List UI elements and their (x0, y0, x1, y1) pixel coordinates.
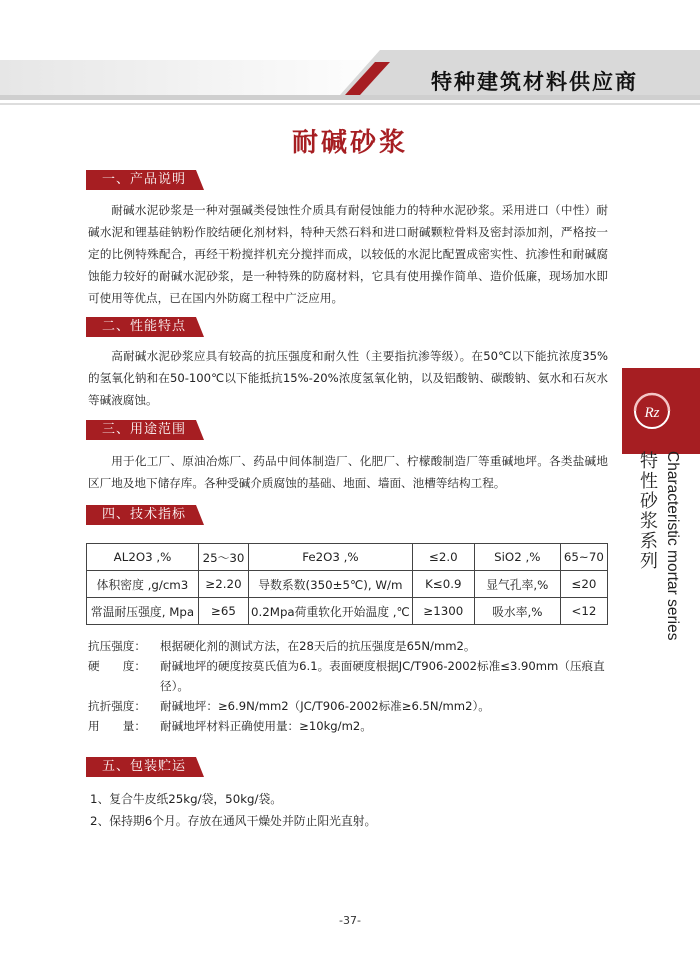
table-row (87, 598, 608, 625)
page-number: -37- (339, 914, 361, 927)
table-cell: 常温耐压强度, Mpa (87, 598, 199, 625)
paragraph: 用于化工厂、原油冶炼厂、药品中间体制造厂、化肥厂、柠檬酸制造厂等重碱地坪。各类盐碱地区厂地及地下储存库。各种受碱介质腐蚀的基础、地面、墙面、池槽等结构工程。 (88, 454, 608, 490)
section-heading-1 (86, 170, 206, 190)
paragraph: 高耐碱水泥砂浆应具有较高的抗压强度和耐久性（主要指抗渗等级）。在50℃以下能抗浓度35%的氢氧化钠和在50-100℃以下能抵抗15%-20%浓度氢氧化钠，以及铝酸钠、碳酸钠、氨水和石灰水等碱液腐蚀。 (88, 349, 608, 407)
note-text: 耐碱地坪材料正确使用量：≥10kg/m2。 (160, 719, 372, 733)
table-row (87, 571, 608, 598)
note-label: 硬 度： (88, 659, 146, 673)
logo-letters: Rz (644, 405, 660, 421)
list-item: 1、复合牛皮纸25kg/袋，50kg/袋。 (90, 792, 283, 806)
page-title: 耐碱砂浆 (291, 128, 408, 158)
section-heading-label: 三、用途范围 (101, 422, 186, 437)
note-dosage (88, 716, 613, 736)
table-cell: ≤2.0 (412, 544, 474, 571)
table-cell: 导数系数(350±5℃), W/m (249, 571, 413, 598)
sidebar-series-en (664, 451, 684, 666)
section-heading-label: 一、产品说明 (101, 172, 186, 187)
logo-icon (622, 368, 700, 454)
note-text: 根据硬化剂的测试方法，在28天后的抗压强度是65N/mm2。 (160, 639, 476, 653)
sidebar-series-zh: 特性砂浆系列 (640, 451, 658, 572)
section-heading-4 (86, 505, 206, 525)
header-band (0, 0, 700, 110)
table-cell: ≤20 (560, 571, 607, 598)
note-label: 抗压强度： (88, 639, 146, 653)
table-cell: 体积密度 ,g/cm3 (87, 571, 199, 598)
table-cell: ≥65 (199, 598, 249, 625)
section-heading-3 (86, 420, 206, 440)
note-text: 耐碱地坪的硬度按莫氏值为6.1。表面硬度根据JC/T906-2002标准≤3.90mm（压痕直径）。 (160, 659, 605, 693)
table-cell: K≤0.9 (412, 571, 474, 598)
table-cell: <12 (560, 598, 607, 625)
table-cell: 显气孔率,% (474, 571, 560, 598)
table-cell: 25～30 (199, 544, 249, 571)
table-cell: 吸水率,% (474, 598, 560, 625)
list-item: 2、保持期6个月。存放在通风干燥处并防止阳光直射。 (90, 814, 377, 828)
section-heading-label: 五、包装贮运 (101, 759, 186, 774)
note-hardness (88, 656, 613, 696)
packaging-list (90, 788, 376, 832)
section-heading-label: 二、性能特点 (101, 319, 186, 334)
note-compressive (88, 636, 613, 656)
table-row (87, 544, 608, 571)
table-cell: AL2O3 ,% (87, 544, 199, 571)
side-tab (622, 368, 700, 454)
section-heading-5 (86, 757, 206, 777)
paragraph: 耐碱水泥砂浆是一种对强碱类侵蚀性介质具有耐侵蚀能力的特种水泥砂浆。采用进口（中性）耐碱水泥和锂基硅钠粉作胶结硬化剂材料，特种天然石料和进口耐碱颗粒骨料及密封添加剂，严格按一定的比例特殊配合，再经干粉搅拌机充分搅拌而成，以较低的水泥比配置成密实性、抗渗性和耐碱腐蚀能力较好的耐碱水泥砂浆，是一种特殊的防腐材料，它具有使用操作简单、造价低廉，现场加水即可使用等优点，已在国内外防腐工程中广泛应用。 (88, 203, 608, 305)
table-cell: Fe2O3 ,% (249, 544, 413, 571)
table-cell: ≥1300 (412, 598, 474, 625)
table-cell: ≥2.20 (199, 571, 249, 598)
section-3-text (88, 450, 608, 494)
spec-notes (88, 636, 613, 736)
section-2-text (88, 345, 608, 411)
table-cell: 0.2Mpa荷重软化开始温度 ,℃ (249, 598, 413, 625)
note-label: 用 量： (88, 719, 146, 733)
section-1-text (88, 199, 608, 309)
header-title: 特种建筑材料供应商 (431, 70, 638, 94)
section-heading-label: 四、技术指标 (101, 507, 186, 522)
sidebar-series-en-text: Characteristic mortar series (664, 451, 681, 641)
table-cell: SiO2 ,% (474, 544, 560, 571)
spec-table (86, 543, 608, 625)
section-heading-2 (86, 317, 206, 337)
note-flexural (88, 696, 613, 716)
table-cell: 65~70 (560, 544, 607, 571)
note-label: 抗折强度： (88, 699, 146, 713)
note-text: 耐碱地坪：≥6.9N/mm2（JC/T906-2002标准≥6.5N/mm2）。 (160, 699, 490, 713)
